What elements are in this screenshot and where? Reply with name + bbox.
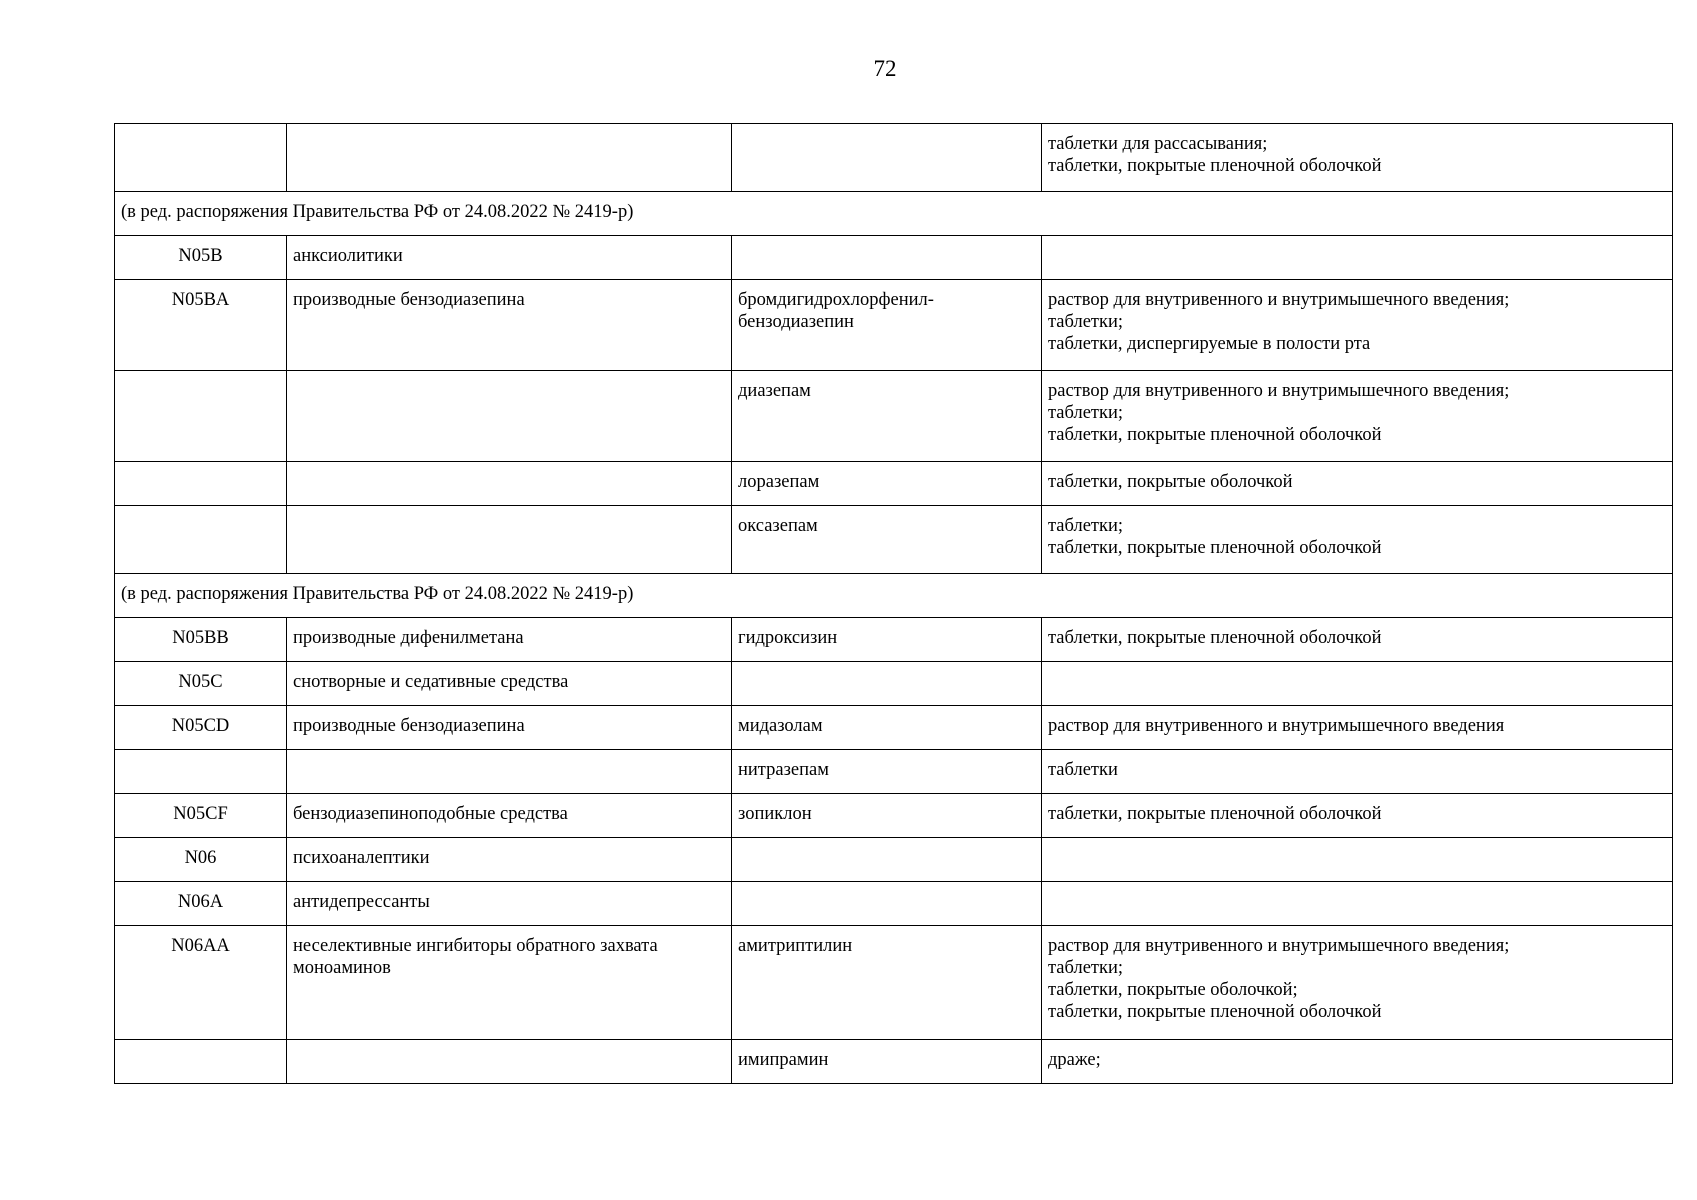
dosage-forms-cell	[1042, 618, 1673, 662]
dosage-forms-cell	[1042, 794, 1673, 838]
atc-code-cell: N06AA	[115, 926, 287, 1040]
dosage-forms-cell	[1042, 371, 1673, 462]
drug-name-cell: зопиклон	[732, 794, 1042, 838]
table-row	[115, 236, 1673, 280]
atc-code-cell: N06	[115, 838, 287, 882]
atc-code-cell: N05BA	[115, 280, 287, 371]
atc-code-cell	[115, 506, 287, 574]
atc-code-cell	[115, 750, 287, 794]
dosage-form-line: таблетки, покрытые пленочной оболочкой	[1048, 156, 1382, 176]
amendment-row	[115, 192, 1673, 236]
dosage-forms-cell	[1042, 462, 1673, 506]
drug-name-cell: оксазепам	[732, 506, 1042, 574]
dosage-forms-cell	[1042, 882, 1673, 926]
amendment-note: (в ред. распоряжения Правительства РФ от 24.08.2022 № 2419-р)	[115, 574, 1673, 618]
drug-name-cell	[732, 124, 1042, 192]
anatomic-therapeutic-group-cell	[287, 124, 732, 192]
dosage-form-line: таблетки, покрытые пленочной оболочкой	[1048, 628, 1382, 648]
dosage-form-line: раствор для внутривенного и внутримышечного введения;	[1048, 936, 1510, 956]
dosage-form-line: таблетки;	[1048, 958, 1124, 978]
table-row	[115, 371, 1673, 462]
dosage-form-line: таблетки для рассасывания;	[1048, 134, 1268, 154]
atc-code-cell	[115, 371, 287, 462]
table-row	[115, 124, 1673, 192]
anatomic-therapeutic-group-cell	[287, 1040, 732, 1084]
dosage-forms-cell	[1042, 506, 1673, 574]
table-row	[115, 506, 1673, 574]
table-row	[115, 926, 1673, 1040]
dosage-form-line: таблетки, покрытые пленочной оболочкой	[1048, 1002, 1382, 1022]
drug-name-cell: гидроксизин	[732, 618, 1042, 662]
dosage-form-line: таблетки;	[1048, 312, 1124, 332]
anatomic-therapeutic-group-cell: производные бензодиазепина	[287, 706, 732, 750]
atc-code-cell: N05C	[115, 662, 287, 706]
dosage-form-line: таблетки, покрытые оболочкой	[1048, 472, 1293, 492]
dosage-form-line: драже;	[1048, 1050, 1101, 1070]
table-row	[115, 838, 1673, 882]
drug-name-cell: диазепам	[732, 371, 1042, 462]
anatomic-therapeutic-group-cell: производные дифенилметана	[287, 618, 732, 662]
drug-name-cell	[732, 236, 1042, 280]
drug-list-table	[114, 123, 1673, 1084]
table-row	[115, 662, 1673, 706]
atc-code-cell: N05BB	[115, 618, 287, 662]
dosage-forms-cell	[1042, 662, 1673, 706]
table-row	[115, 462, 1673, 506]
anatomic-therapeutic-group-cell: неселективные ингибиторы обратного захвата моноаминов	[287, 926, 732, 1040]
anatomic-therapeutic-group-cell: психоаналептики	[287, 838, 732, 882]
table-row	[115, 706, 1673, 750]
dosage-forms-cell	[1042, 236, 1673, 280]
drug-name-cell	[732, 882, 1042, 926]
table-row	[115, 618, 1673, 662]
dosage-form-line: раствор для внутривенного и внутримышечного введения;	[1048, 381, 1510, 401]
dosage-forms-cell	[1042, 280, 1673, 371]
anatomic-therapeutic-group-cell	[287, 506, 732, 574]
atc-code-cell: N05B	[115, 236, 287, 280]
drug-name-cell	[732, 838, 1042, 882]
dosage-forms-cell	[1042, 926, 1673, 1040]
anatomic-therapeutic-group-cell: снотворные и седативные средства	[287, 662, 732, 706]
atc-code-cell	[115, 124, 287, 192]
anatomic-therapeutic-group-cell: производные бензодиазепина	[287, 280, 732, 371]
amendment-note: (в ред. распоряжения Правительства РФ от 24.08.2022 № 2419-р)	[115, 192, 1673, 236]
anatomic-therapeutic-group-cell: антидепрессанты	[287, 882, 732, 926]
atc-code-cell: N05CF	[115, 794, 287, 838]
table-row	[115, 882, 1673, 926]
anatomic-therapeutic-group-cell	[287, 462, 732, 506]
amendment-row	[115, 574, 1673, 618]
dosage-form-line: таблетки;	[1048, 516, 1124, 536]
dosage-form-line: таблетки, покрытые пленочной оболочкой	[1048, 804, 1382, 824]
dosage-form-line: раствор для внутривенного и внутримышечного введения	[1048, 716, 1505, 736]
drug-name-cell: имипрамин	[732, 1040, 1042, 1084]
table-body	[115, 124, 1673, 1084]
drug-name-cell	[732, 662, 1042, 706]
dosage-form-line: таблетки, покрытые пленочной оболочкой	[1048, 425, 1382, 445]
table-row	[115, 750, 1673, 794]
dosage-forms-cell	[1042, 838, 1673, 882]
dosage-forms-cell	[1042, 124, 1673, 192]
dosage-form-line: таблетки, диспергируемые в полости рта	[1048, 334, 1371, 354]
table-row	[115, 794, 1673, 838]
dosage-form-line: таблетки, покрытые оболочкой;	[1048, 980, 1298, 1000]
drug-name-cell: бромдигидрохлорфенил-бензодиазепин	[732, 280, 1042, 371]
dosage-forms-cell	[1042, 706, 1673, 750]
drug-name-cell: нитразепам	[732, 750, 1042, 794]
page-number: 72	[873, 56, 897, 81]
atc-code-cell: N05CD	[115, 706, 287, 750]
table-row	[115, 1040, 1673, 1084]
dosage-form-line: раствор для внутривенного и внутримышечного введения;	[1048, 290, 1510, 310]
anatomic-therapeutic-group-cell	[287, 371, 732, 462]
drug-name-cell: лоразепам	[732, 462, 1042, 506]
dosage-forms-cell	[1042, 750, 1673, 794]
anatomic-therapeutic-group-cell: бензодиазепиноподобные средства	[287, 794, 732, 838]
dosage-form-line: таблетки	[1048, 760, 1118, 780]
dosage-form-line: таблетки, покрытые пленочной оболочкой	[1048, 538, 1382, 558]
drug-name-cell: мидазолам	[732, 706, 1042, 750]
atc-code-cell	[115, 462, 287, 506]
anatomic-therapeutic-group-cell	[287, 750, 732, 794]
dosage-forms-cell	[1042, 1040, 1673, 1084]
table-row	[115, 280, 1673, 371]
drug-name-cell: амитриптилин	[732, 926, 1042, 1040]
atc-code-cell: N06A	[115, 882, 287, 926]
atc-code-cell	[115, 1040, 287, 1084]
dosage-form-line: таблетки;	[1048, 403, 1124, 423]
anatomic-therapeutic-group-cell: анксиолитики	[287, 236, 732, 280]
